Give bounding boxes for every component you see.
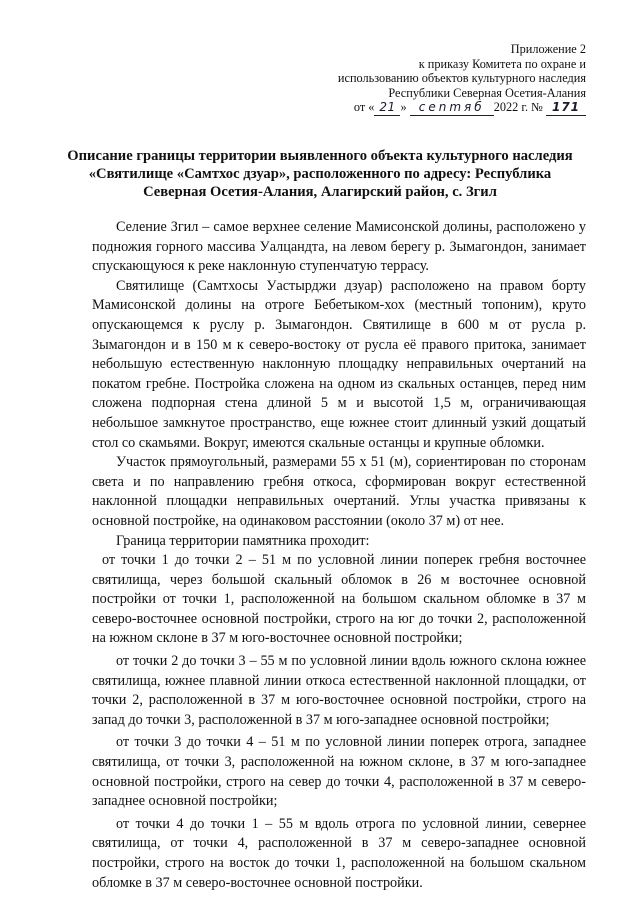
date-prefix: от « bbox=[353, 100, 375, 115]
republic-name: Республики Северная Осетия-Алания bbox=[388, 85, 586, 100]
handwritten-month: cenmяб bbox=[410, 100, 494, 116]
appendix-label: Приложение 2 bbox=[510, 42, 586, 56]
paragraph-boundary-4-1: от точки 4 до точки 1 – 55 м вдоль отрога по условной линии, севернее святилища, от точки 4, расположенной в 37 м северо-западнее основной постройки, строго на восток до точки 1, расположенной на большом скальном обломке в 37 м северо-восточнее основной постройки. bbox=[92, 815, 586, 891]
title-line-1: Описание границы территории выявленного объекта культурного наследия bbox=[67, 148, 573, 164]
paragraph-boundary-intro: Граница территории памятника проходит: bbox=[116, 532, 370, 549]
document-title bbox=[60, 147, 580, 201]
paragraph-sanctuary: Святилище (Самтхосы Уастырджи дзуар) расположено на правом борту Мамисонской долины на отроге Бебетыком-хох (местный топоним), круто опускающемся к руслу р. Зымагондон. Святилище в 600 м от русла р. Зымагондон и в 150 м к северо-востоку от русла её правого притока, занимает небольшую естественную наклонную площадку неправильных очертаний на покатом гребне. Постройка сложена на одном из скальных останцев, перед ним сложена подпорная стена длиной 5 м и высотой 1,5 м, ограничивающая небольшое замкнутое пространство, еще южнее стоит длинный узкий дощатый стол со скамьями. Вокруг, имеются скальные останцы и крупные обломки. bbox=[92, 277, 586, 451]
title-line-2: «Святилище «Самтхос дзуар», расположенного по адресу: Республика bbox=[88, 166, 552, 182]
order-date-line bbox=[286, 100, 586, 116]
document-body bbox=[92, 218, 586, 893]
handwritten-doc-number: 171 bbox=[546, 100, 586, 116]
paragraph-plot: Участок прямоугольный, размерами 55 х 51 (м), сориентирован по сторонам света и по направлению гребня откоса, сформирован вокруг естественной наклонной площадки неправильных очертаний. Углы участка привязаны к основной постройке, на одинаковом расстоянии (около 37 м) от нее. bbox=[92, 454, 586, 529]
appendix-header bbox=[286, 42, 586, 116]
title-line-3: Северная Осетия-Алания, Алагирский район, с. Згил bbox=[143, 184, 497, 200]
paragraph-boundary-3-4: от точки 3 до точки 4 – 51 м по условной линии поперек отрога, западнее святилища, от точки 3, расположенной на южном склоне, в 37 м юго-западнее основной постройки, строго на север до точки 4, расположенной в 37 м северо-западнее основной постройки; bbox=[92, 734, 586, 810]
order-reference: к приказу Комитета по охране и bbox=[418, 56, 586, 71]
paragraph-village: Селение Згил – самое верхнее селение Мамисонской долины, расположено у подножия горного массива Уалцандта, на левом берегу р. Зымагондон, занимает спускающуюся к реке наклонную ступенчатую террасу. bbox=[92, 219, 586, 275]
paragraph-boundary-1-2: от точки 1 до точки 2 – 51 м по условной линии поперек гребня восточнее святилища, через большой скальный обломок в 26 м восточнее основной постройки от точки 1, расположенной на большом скальном обломке в 37 м северо-восточнее основной постройки, строго на юг до точки 2, расположенной на южном склоне в 37 м юго-восточнее основной постройки; bbox=[92, 552, 586, 647]
committee-name: использованию объектов культурного наследия bbox=[337, 71, 586, 86]
paragraph-boundary-2-3: от точки 2 до точки 3 – 55 м по условной линии вдоль южного склона южнее святилища, южнее плавной линии откоса естественной наклонной площадки, от точки 2, расположенной в 37 м юго-восточнее основной постройки, строго на запад до точки 3, расположенной в 37 м юго-западнее основной постройки; bbox=[92, 653, 586, 728]
date-year: 2022 г. № bbox=[493, 100, 543, 115]
date-mid: » bbox=[400, 100, 407, 115]
handwritten-day: 21 bbox=[374, 100, 400, 116]
